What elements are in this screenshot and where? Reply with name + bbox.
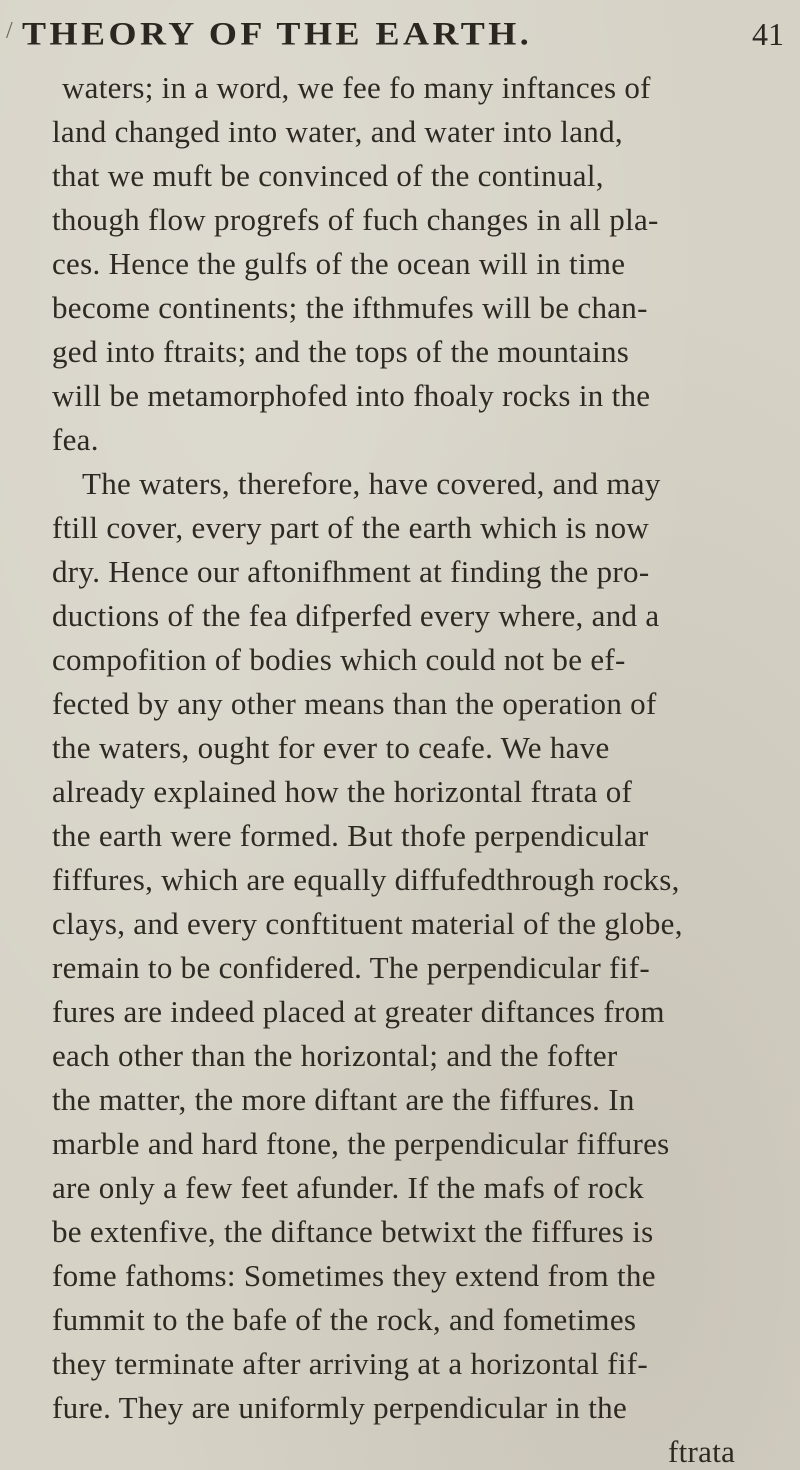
text-line: already explained how the horizontal ftrata of [52,774,633,809]
text-line: fiffures, which are equally diffufedthrough rocks, [52,862,680,897]
text-line: ductions of the fea difperfed every where, and a [52,598,660,633]
text-line: ces. Hence the gulfs of the ocean will in time [52,246,626,281]
running-title: THEORY OF THE EARTH. [22,14,533,52]
text-line: clays, and every conftituent material of the globe, [52,906,683,941]
page-number: 41 [752,16,784,52]
text-line: compofition of bodies which could not be ef- [52,642,626,677]
text-line: be extenfive, the diftance betwixt the fiffures is [52,1214,654,1249]
text-line: fected by any other means than the operation of [52,686,657,721]
text-line: fome fathoms: Sometimes they extend from the [52,1258,656,1293]
text-line: become continents; the ifthmufes will be chan- [52,290,648,325]
text-line: fures are indeed placed at greater diftances from [52,994,665,1029]
text-line: the earth were formed. But thofe perpendicular [52,818,649,853]
text-line: though flow progrefs of fuch changes in all pla- [52,202,659,237]
text-line: the waters, ought for ever to ceafe. We have [52,730,610,765]
text-line: waters; in a word, we fee fo many inftances of [62,70,651,105]
text-line: land changed into water, and water into land, [52,114,623,149]
text-line: they terminate after arriving at a horizontal fif- [52,1346,648,1381]
text-line: ftill cover, every part of the earth which is now [52,510,650,545]
text-line: fummit to the bafe of the rock, and fometimes [52,1302,637,1337]
text-line: fure. They are uniformly perpendicular in the [52,1390,628,1425]
text-line: The waters, therefore, have covered, and may [82,466,661,501]
text-line: fea. [52,422,99,457]
running-head [0,14,800,58]
text-line: the matter, the more diftant are the fiffures. In [52,1082,635,1117]
text-line: ged into ftraits; and the tops of the mountains [52,334,630,369]
text-line: that we muft be convinced of the continual, [52,158,604,193]
text-line: each other than the horizontal; and the fofter [52,1038,618,1073]
text-line: remain to be confidered. The perpendicular fif- [52,950,650,985]
text-line: are only a few feet afunder. If the mafs of rock [52,1170,644,1205]
text-line: will be metamorphofed into fhoaly rocks in the [52,378,651,413]
catchword: ftrata [668,1434,736,1469]
text-line: dry. Hence our aftonifhment at finding the pro- [52,554,650,589]
page-edge-mark: / [6,18,13,44]
text-line: marble and hard ftone, the perpendicular fiffures [52,1126,670,1161]
